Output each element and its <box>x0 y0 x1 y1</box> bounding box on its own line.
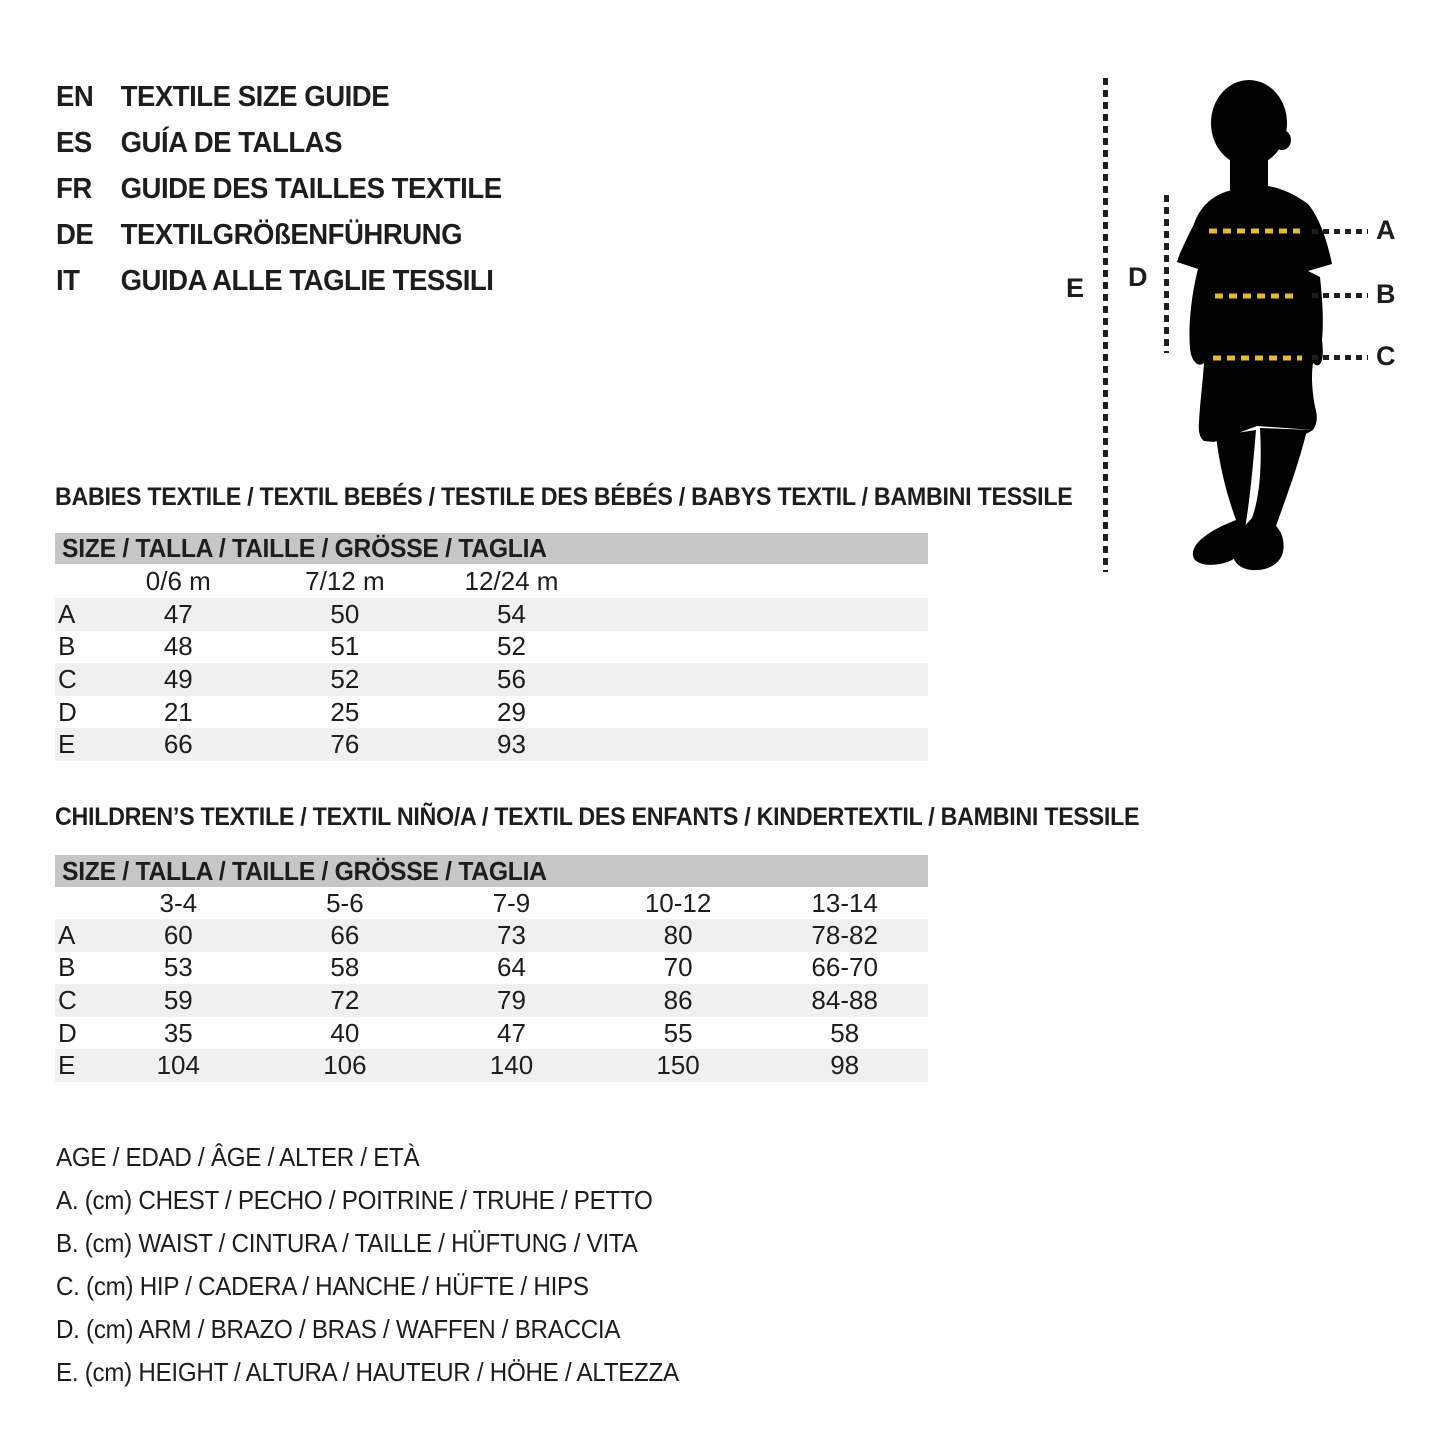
guide-title-en: TEXTILE SIZE GUIDE <box>120 80 390 113</box>
table-cell: 48 <box>163 631 193 662</box>
language-code: IT <box>56 264 80 297</box>
row-label: A <box>58 598 76 629</box>
table-row <box>55 952 928 985</box>
table-cell: 106 <box>323 1050 367 1081</box>
table-cell: 80 <box>663 919 693 950</box>
arm-dotted-line-d <box>1164 195 1169 353</box>
table-cell: 53 <box>163 952 193 983</box>
legend-arm: D. (cm) ARM / BRAZO / BRAS / WAFFEN / BRACCIA <box>56 1314 621 1344</box>
table-cell: 55 <box>663 1017 693 1048</box>
column-header: 5-6 <box>326 887 364 918</box>
size-header-text: SIZE / TALLA / TAILLE / GRÖSSE / TAGLIA <box>62 533 547 563</box>
table-cell: 58 <box>830 1017 860 1048</box>
column-header: 7-9 <box>492 887 531 918</box>
children-column-header-row <box>55 887 928 919</box>
row-label: E <box>58 729 76 760</box>
table-cell: 78-82 <box>811 919 878 950</box>
guide-title-it: GUIDA ALLE TAGLIE TESSILI <box>120 264 494 297</box>
row-label: C <box>58 663 77 694</box>
size-header-text: SIZE / TALLA / TAILLE / GRÖSSE / TAGLIA <box>62 855 547 886</box>
table-row <box>55 728 928 761</box>
table-cell: 21 <box>163 696 193 727</box>
table-cell: 25 <box>330 696 360 727</box>
table-row <box>55 1049 928 1082</box>
table-cell: 64 <box>497 952 526 983</box>
babies-size-table <box>55 533 928 761</box>
table-cell: 93 <box>497 729 526 760</box>
row-label: B <box>58 952 76 983</box>
babies-section-title: BABIES TEXTILE / TEXTIL BEBÉS / TESTILE DES BÉBÉS / BABYS TEXTIL / BAMBINI TESSILE <box>55 483 1073 511</box>
children-size-table <box>55 855 928 1082</box>
table-cell: 29 <box>497 696 526 727</box>
row-label: D <box>58 696 77 727</box>
table-cell: 98 <box>830 1050 860 1081</box>
row-label: C <box>58 984 77 1015</box>
table-cell: 58 <box>330 952 360 983</box>
table-cell: 52 <box>497 631 526 662</box>
language-row-fr <box>56 166 502 212</box>
column-header: 3-4 <box>159 887 198 918</box>
legend-waist: B. (cm) WAIST / CINTURA / TAILLE / HÜFTUNG / VITA <box>56 1228 638 1258</box>
table-cell: 40 <box>330 1017 360 1048</box>
table-row <box>55 696 928 729</box>
legend-hip: C. (cm) HIP / CADERA / HANCHE / HÜFTE / HIPS <box>56 1271 589 1301</box>
mark-label-c: C <box>1376 341 1396 371</box>
waist-dotted-line-b <box>1312 293 1368 298</box>
child-silhouette <box>1170 78 1340 578</box>
table-cell: 76 <box>330 729 360 760</box>
language-row-en <box>56 74 502 120</box>
silhouette-torso <box>1177 185 1332 442</box>
row-label: A <box>58 919 76 950</box>
table-cell: 72 <box>330 984 360 1015</box>
language-row-es <box>56 120 502 166</box>
height-dotted-line-e <box>1103 78 1108 572</box>
table-cell: 52 <box>330 663 360 694</box>
table-cell: 51 <box>330 631 360 662</box>
hip-dotted-line-c <box>1312 355 1368 360</box>
table-cell: 54 <box>497 598 526 629</box>
table-cell: 66 <box>330 919 360 950</box>
table-row <box>55 984 928 1017</box>
table-cell: 86 <box>663 984 693 1015</box>
mark-label-d: D <box>1128 262 1148 292</box>
row-label: D <box>58 1017 77 1048</box>
table-cell: 140 <box>489 1050 534 1081</box>
guide-title-es: GUÍA DE TALLAS <box>120 126 342 159</box>
mark-label-e: E <box>1066 273 1085 303</box>
table-row <box>55 919 928 952</box>
table-cell: 150 <box>656 1050 700 1081</box>
language-title-list <box>56 74 525 304</box>
table-row <box>55 631 928 664</box>
guide-title-fr: GUIDE DES TAILLES TEXTILE <box>120 172 502 205</box>
mark-label-b: B <box>1376 279 1396 309</box>
column-header: 13-14 <box>811 887 878 918</box>
column-header: 12/24 m <box>464 565 559 596</box>
table-row <box>55 598 928 631</box>
table-cell: 50 <box>330 598 360 629</box>
legend-age: AGE / EDAD / ÂGE / ALTER / ETÀ <box>56 1142 420 1172</box>
table-cell: 66 <box>163 729 193 760</box>
language-code: DE <box>56 218 94 251</box>
table-row <box>55 1017 928 1050</box>
table-cell: 79 <box>497 984 526 1015</box>
babies-column-header-row <box>55 564 928 598</box>
table-cell: 84-88 <box>811 984 878 1015</box>
table-cell: 35 <box>163 1017 193 1048</box>
column-header: 10-12 <box>644 887 712 918</box>
column-header: 7/12 m <box>305 565 385 596</box>
table-cell: 66-70 <box>811 952 878 983</box>
table-cell: 47 <box>163 598 193 629</box>
table-cell: 56 <box>497 663 526 694</box>
row-label: E <box>58 1050 76 1081</box>
language-row-it <box>56 258 502 304</box>
table-cell: 59 <box>163 984 193 1015</box>
language-code: ES <box>56 126 92 159</box>
table-cell: 49 <box>163 663 193 694</box>
table-cell: 73 <box>497 919 526 950</box>
table-cell: 60 <box>163 919 193 950</box>
language-code: FR <box>56 172 92 205</box>
mark-label-a: A <box>1376 215 1396 245</box>
legend-chest: A. (cm) CHEST / PECHO / POITRINE / TRUHE / PETTO <box>56 1185 653 1215</box>
guide-title-de: TEXTILGRÖßENFÜHRUNG <box>120 218 463 251</box>
table-row <box>55 663 928 696</box>
silhouette-ear <box>1273 130 1291 150</box>
table-cell: 104 <box>156 1050 200 1081</box>
children-size-header-bar <box>55 855 928 887</box>
silhouette-head <box>1211 80 1287 166</box>
chest-dotted-line-a <box>1312 229 1368 234</box>
table-cell: 70 <box>663 952 693 983</box>
table-cell: 47 <box>497 1017 526 1048</box>
children-section-title: CHILDREN’S TEXTILE / TEXTIL NIÑO/A / TEXTIL DES ENFANTS / KINDERTEXTIL / BAMBINI TESSILE <box>55 803 1140 831</box>
column-header: 0/6 m <box>145 565 211 596</box>
measurement-legend <box>56 1136 726 1394</box>
babies-size-header-bar <box>55 533 928 564</box>
legend-height: E. (cm) HEIGHT / ALTURA / HAUTEUR / HÖHE / ALTEZZA <box>56 1357 679 1387</box>
row-label: B <box>58 631 76 662</box>
language-row-de <box>56 212 502 258</box>
language-code: EN <box>56 80 94 113</box>
